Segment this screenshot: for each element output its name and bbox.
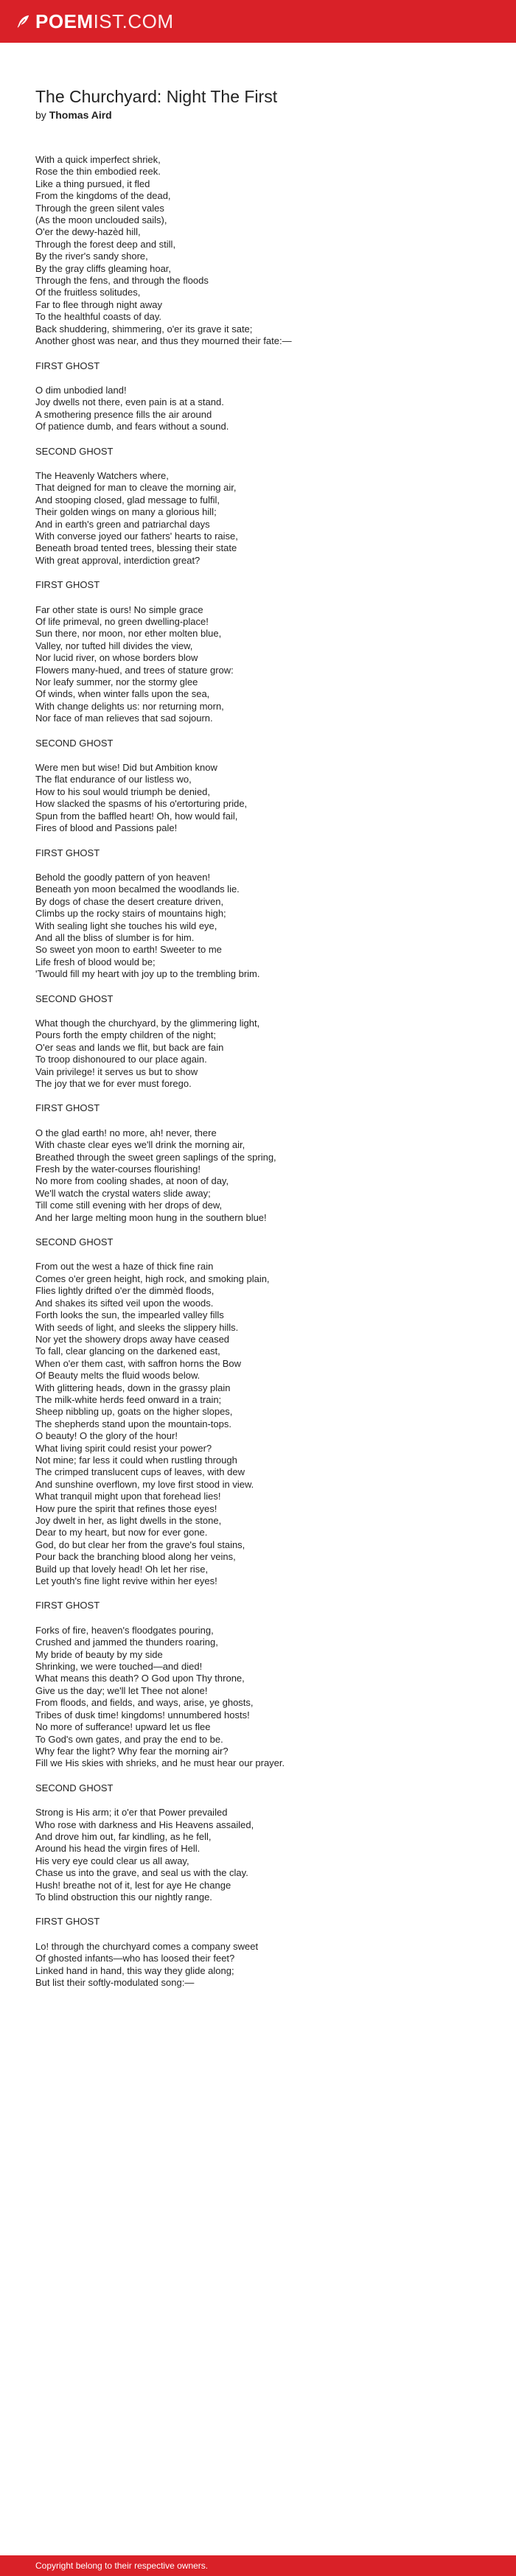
poem-line: SECOND GHOST bbox=[35, 1236, 114, 1248]
poem-line: From the kingdoms of the dead, bbox=[35, 190, 171, 202]
logo-text-light: IST.COM bbox=[93, 10, 174, 32]
poem-line: O the glad earth! no more, ah! never, there bbox=[35, 1127, 217, 1138]
poem-line: What living spirit could resist your power? bbox=[35, 1442, 212, 1454]
stanza bbox=[35, 446, 481, 458]
poem-body bbox=[35, 154, 481, 1989]
poem-line: Behold the goodly pattern of yon heaven! bbox=[35, 871, 211, 883]
poem-line: Pours forth the empty children of the night; bbox=[35, 1029, 216, 1041]
poem-line: Nor face of man relieves that sad sojourn. bbox=[35, 713, 213, 724]
poem-line: With a quick imperfect shriek, bbox=[35, 154, 161, 165]
poem-line: O'er the dewy-hazèd hill, bbox=[35, 226, 141, 238]
poem-line: To God's own gates, and pray the end to be. bbox=[35, 1733, 223, 1745]
poem-line: The shepherds stand upon the mountain-tops. bbox=[35, 1418, 231, 1429]
poem-line: And in earth's green and patriarchal days bbox=[35, 518, 210, 530]
poem-line: Strong is His arm; it o'er that Power prevailed bbox=[35, 1807, 228, 1819]
poem-line: To fall, clear glancing on the darkened east, bbox=[35, 1345, 220, 1357]
stanza bbox=[35, 385, 481, 433]
poem-line: Of Beauty melts the fluid woods below. bbox=[35, 1370, 201, 1382]
poem-line: SECOND GHOST bbox=[35, 993, 114, 1004]
poem-line: To troop dishonoured to our place again. bbox=[35, 1054, 207, 1065]
poem-line: How to his soul would triumph be denied, bbox=[35, 785, 211, 797]
poem-line: Forks of fire, heaven's floodgates pouring, bbox=[35, 1624, 214, 1636]
poem-line: Rose the thin embodied reek. bbox=[35, 166, 161, 178]
poem-line: Of the fruitless solitudes, bbox=[35, 287, 141, 298]
poem-line: Beneath broad tented trees, blessing their state bbox=[35, 542, 237, 554]
poem-line: Like a thing pursued, it fled bbox=[35, 178, 150, 189]
poem-line: Through the green silent vales bbox=[35, 202, 164, 214]
by-label: by bbox=[35, 109, 46, 121]
stanza bbox=[35, 154, 481, 348]
stanza bbox=[35, 872, 481, 981]
poem-line: O'er seas and lands we flit, but back are fain bbox=[35, 1041, 224, 1053]
poem-line: Crushed and jammed the thunders roaring, bbox=[35, 1637, 218, 1648]
poem-line: Joy dwells not there, even pain is at a stand. bbox=[35, 396, 224, 408]
poem-line: The joy that we for ever must forego. bbox=[35, 1078, 192, 1089]
stanza bbox=[35, 360, 481, 372]
poem-line: The crimped translucent cups of leaves, with dew bbox=[35, 1466, 245, 1478]
poem-line: From out the west a haze of thick fine rain bbox=[35, 1261, 214, 1273]
logo-text-bold: POEM bbox=[35, 10, 94, 32]
poem-line: Breathed through the sweet green saplings of the spring, bbox=[35, 1151, 276, 1163]
poem-line: Fill we His skies with shrieks, and he must hear our prayer. bbox=[35, 1757, 285, 1769]
poem-line: Not mine; far less it could when rustling through bbox=[35, 1454, 237, 1466]
stanza bbox=[35, 579, 481, 591]
stanza bbox=[35, 604, 481, 725]
poem-line: Fires of blood and Passions pale! bbox=[35, 822, 178, 834]
poem-line: By the gray cliffs gleaming hoar, bbox=[35, 262, 172, 274]
poem-line: How pure the spirit that refines those eyes! bbox=[35, 1502, 217, 1514]
poem-line: Sheep nibbling up, goats on the higher slopes, bbox=[35, 1406, 233, 1418]
poem-line: Valley, nor tufted hill divides the view, bbox=[35, 640, 193, 651]
poem-line: Far other state is ours! No simple grace bbox=[35, 603, 203, 615]
poem-line: With converse joyed our fathers' hearts to raise, bbox=[35, 530, 238, 542]
stanza bbox=[35, 993, 481, 1005]
poem-line: The Heavenly Watchers where, bbox=[35, 469, 169, 481]
poem-line: FIRST GHOST bbox=[35, 1600, 100, 1611]
poem-line: Hush! breathe not of it, lest for aye He change bbox=[35, 1879, 231, 1891]
poem-line: No more from cooling shades, at noon of day, bbox=[35, 1175, 229, 1187]
poem-line: The milk-white herds feed onward in a train; bbox=[35, 1393, 222, 1405]
poem-line: FIRST GHOST bbox=[35, 847, 100, 858]
poem-byline bbox=[35, 108, 481, 122]
poem-line: FIRST GHOST bbox=[35, 579, 100, 591]
poem-line: Flies lightly drifted o'er the dimmèd floods, bbox=[35, 1285, 215, 1297]
stanza bbox=[35, 1916, 481, 1928]
poem-line: What means this death? O God upon Thy throne, bbox=[35, 1673, 245, 1684]
stanza bbox=[35, 1782, 481, 1794]
poem-line: My bride of beauty by my side bbox=[35, 1648, 163, 1660]
poem-line: Tribes of dusk time! kingdoms! unnumbered hosts! bbox=[35, 1709, 250, 1721]
poem-line: Dear to my heart, but now for ever gone. bbox=[35, 1527, 208, 1539]
poem-line: Flowers many-hued, and trees of stature grow: bbox=[35, 664, 234, 676]
poem-line: Of ghosted infants—who has loosed their feet? bbox=[35, 1953, 235, 1964]
poem-line: Shrinking, we were touched—and died! bbox=[35, 1661, 203, 1673]
poem-line: To the healthful coasts of day. bbox=[35, 311, 162, 323]
poem-line: God, do but clear her from the grave's foul stains, bbox=[35, 1539, 245, 1550]
poem-line: Nor yet the showery drops away have ceased bbox=[35, 1333, 230, 1345]
feather-icon bbox=[15, 13, 31, 29]
author-link[interactable]: Thomas Aird bbox=[49, 109, 112, 121]
stanza bbox=[35, 738, 481, 749]
stanza bbox=[35, 1261, 481, 1587]
poem-line: Through the forest deep and still, bbox=[35, 238, 176, 250]
poem-line: Till come still evening with her drops of dew, bbox=[35, 1200, 223, 1211]
poem-line: We'll watch the crystal waters slide away; bbox=[35, 1187, 211, 1199]
poem-line: Linked hand in hand, this way they glide along; bbox=[35, 1964, 234, 1976]
site-header bbox=[0, 0, 516, 43]
poem-line: SECOND GHOST bbox=[35, 445, 114, 457]
poem-line: When o'er them cast, with saffron horns the Bow bbox=[35, 1357, 241, 1369]
poem-line: Were men but wise! Did but Ambition know bbox=[35, 762, 217, 774]
poem-line: To blind obstruction this our nightly range. bbox=[35, 1891, 212, 1903]
poem-line: Nor leafy summer, nor the stormy glee bbox=[35, 676, 198, 688]
poem-line: Climbs up the rocky stairs of mountains high; bbox=[35, 908, 226, 920]
stanza bbox=[35, 470, 481, 567]
poem-line: Why fear the light? Why fear the morning air? bbox=[35, 1745, 229, 1757]
stanza bbox=[35, 1102, 481, 1114]
poem-line: Vain privilege! it serves us but to show bbox=[35, 1065, 198, 1077]
stanza bbox=[35, 1236, 481, 1248]
poem-line: And shakes its sifted veil upon the woods. bbox=[35, 1297, 214, 1309]
poem-line: Back shuddering, shimmering, o'er its grave it sate; bbox=[35, 323, 253, 335]
poem-line: With chaste clear eyes we'll drink the morning air, bbox=[35, 1139, 245, 1151]
poem-line: Of winds, when winter falls upon the sea, bbox=[35, 688, 210, 700]
poem-line: Comes o'er green height, high rock, and smoking plain, bbox=[35, 1273, 270, 1284]
stanza bbox=[35, 762, 481, 834]
poem-line: His very eye could clear us all away, bbox=[35, 1855, 189, 1866]
poem-line: FIRST GHOST bbox=[35, 1102, 100, 1114]
poem-line: Around his head the virgin fires of Hell. bbox=[35, 1843, 201, 1855]
poem-line: Who rose with darkness and His Heavens assailed, bbox=[35, 1819, 254, 1830]
poem-line: Lo! through the churchyard comes a company sweet bbox=[35, 1940, 259, 1952]
poem-line: Life fresh of blood would be; bbox=[35, 956, 156, 967]
poem-line: Give us the day; we'll let Thee not alone! bbox=[35, 1684, 208, 1696]
poem-line: Nor lucid river, on whose borders blow bbox=[35, 652, 198, 664]
poem-title: The Churchyard: Night The First bbox=[35, 87, 278, 106]
poem-line: With great approval, interdiction great? bbox=[35, 554, 201, 566]
poem-line: Joy dwelt in her, as light dwells in the stone, bbox=[35, 1515, 222, 1526]
stanza bbox=[35, 1625, 481, 1770]
poem-line: Of patience dumb, and fears without a sound. bbox=[35, 421, 229, 433]
poem-line: That deigned for man to cleave the morning air, bbox=[35, 482, 237, 494]
poem-line: Fresh by the water-courses flourishing! bbox=[35, 1163, 201, 1175]
poem-line: SECOND GHOST bbox=[35, 737, 114, 749]
main-content bbox=[0, 85, 516, 1989]
poem-line: Build up that lovely head! Oh let her rise, bbox=[35, 1563, 209, 1575]
poem-line: And drove him out, far kindling, as he fell, bbox=[35, 1830, 212, 1842]
poem-line: Chase us into the grave, and seal us with the clay. bbox=[35, 1867, 248, 1879]
poem-line: And all the bliss of slumber is for him. bbox=[35, 931, 195, 943]
poem-line: By dogs of chase the desert creature driven, bbox=[35, 895, 224, 907]
poem-line: Sun there, nor moon, nor ether molten blue, bbox=[35, 628, 222, 640]
poem-line: From floods, and fields, and ways, arise, ye ghosts, bbox=[35, 1697, 254, 1709]
poem-line: No more of sufferance! upward let us flee bbox=[35, 1721, 211, 1733]
poem-line: What tranquil might upon that forehead lies! bbox=[35, 1491, 221, 1502]
poem-line: Another ghost was near, and thus they mourned their fate:— bbox=[35, 335, 292, 347]
poem-line: Spun from the baffled heart! Oh, how would fail, bbox=[35, 810, 238, 822]
poem-line: Far to flee through night away bbox=[35, 298, 162, 310]
poem-line: Through the fens, and through the floods bbox=[35, 275, 209, 287]
stanza bbox=[35, 1018, 481, 1090]
site-logo[interactable] bbox=[15, 10, 174, 33]
stanza bbox=[35, 1941, 481, 1989]
poem-line: Beneath yon moon becalmed the woodlands lie. bbox=[35, 883, 240, 895]
poem-line: O beauty! O the glory of the hour! bbox=[35, 1430, 178, 1442]
poem-line: Pour back the branching blood along her veins, bbox=[35, 1551, 236, 1563]
stanza bbox=[35, 847, 481, 859]
poem-line: With glittering heads, down in the grassy plain bbox=[35, 1382, 231, 1393]
poem-line: FIRST GHOST bbox=[35, 360, 100, 371]
poem-line: So sweet yon moon to earth! Sweeter to me bbox=[35, 944, 222, 956]
site-footer bbox=[0, 2555, 516, 2576]
poem-line: Their golden wings on many a glorious hill; bbox=[35, 506, 217, 518]
poem-line: O dim unbodied land! bbox=[35, 384, 127, 396]
poem-line: The flat endurance of our listless wo, bbox=[35, 774, 192, 785]
stanza bbox=[35, 1127, 481, 1224]
poem-line: Forth looks the sun, the impearled valley fills bbox=[35, 1309, 224, 1321]
poem-line: And stooping closed, glad message to fulfil, bbox=[35, 494, 220, 505]
poem-line: By the river's sandy shore, bbox=[35, 251, 148, 262]
poem-line: (As the moon unclouded sails), bbox=[35, 214, 167, 226]
stanza bbox=[35, 1807, 481, 1903]
copyright-text: Copyright belong to their respective owners. bbox=[35, 2561, 209, 2571]
poem-line: Of life primeval, no green dwelling-place! bbox=[35, 616, 209, 627]
poem-line: 'Twould fill my heart with joy up to the trembling brim. bbox=[35, 968, 260, 980]
poem-line: How slacked the spasms of his o'ertorturing pride, bbox=[35, 798, 248, 810]
poem-line: A smothering presence fills the air around bbox=[35, 408, 212, 420]
poem-line: With change delights us: nor returning morn, bbox=[35, 700, 224, 712]
stanza bbox=[35, 1600, 481, 1611]
poem-line: Let youth's fine light revive within her eyes! bbox=[35, 1575, 217, 1587]
poem-line: And sunshine overflown, my love first stood in view. bbox=[35, 1478, 254, 1490]
poem-line: And her large melting moon hung in the southern blue! bbox=[35, 1211, 267, 1223]
poem-line: With sealing light she touches his wild eye, bbox=[35, 920, 217, 931]
poem-line: What though the churchyard, by the glimmering light, bbox=[35, 1017, 260, 1029]
poem-line: FIRST GHOST bbox=[35, 1916, 100, 1928]
poem-line: SECOND GHOST bbox=[35, 1782, 114, 1793]
poem-line: But list their softly-modulated song:— bbox=[35, 1977, 195, 1988]
poem-line: With seeds of light, and sleeks the slippery hills. bbox=[35, 1321, 239, 1333]
